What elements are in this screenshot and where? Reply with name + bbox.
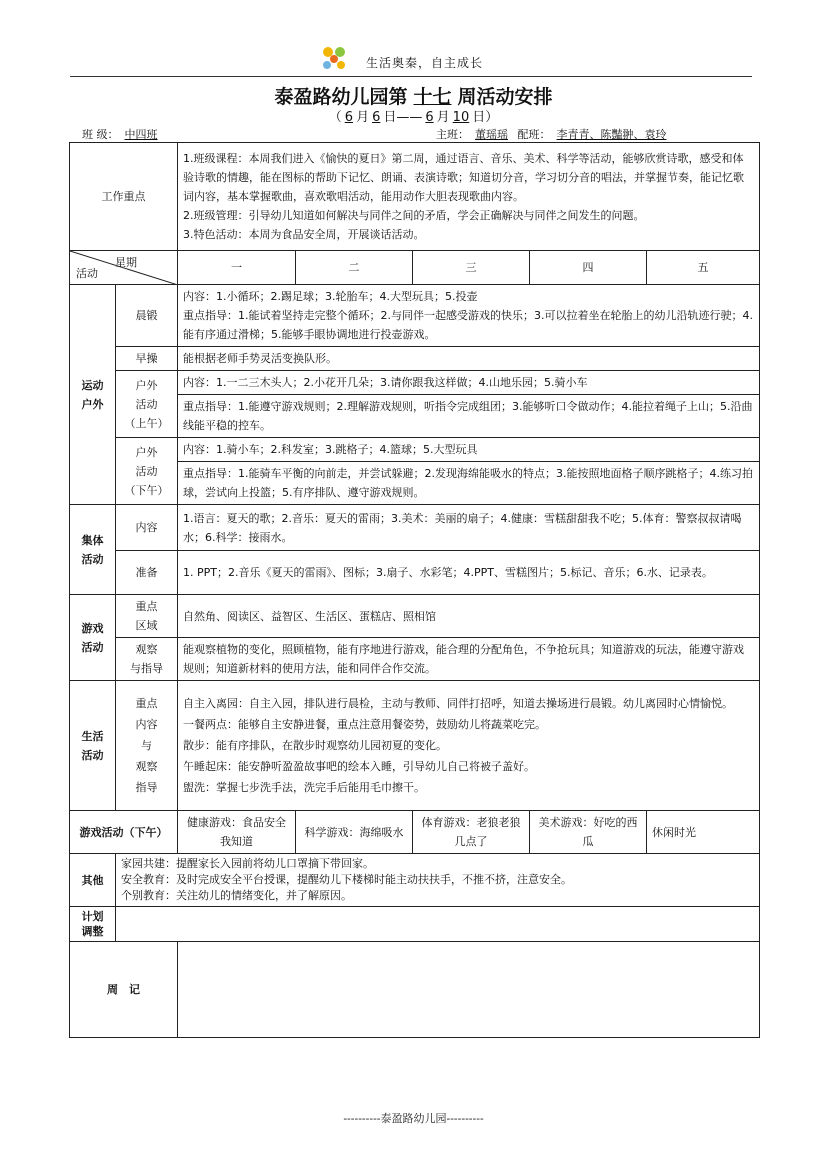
game-area-label: 重点 区域 — [116, 595, 178, 638]
am-outdoor-label: 户外 活动 （上午） — [116, 371, 178, 438]
morning-drill-content: 能根据老师手势灵活变换队形。 — [178, 347, 760, 371]
life-row — [70, 681, 760, 811]
life-content — [178, 681, 760, 811]
plan-adjust-label: 计划 调整 — [70, 907, 116, 942]
plan-adjust-row — [70, 907, 760, 942]
game-observe: 能观察植物的变化，照顾植物，能有序地进行游戏，能合理的分配角色，不争抢玩具；知道游戏的玩法，能遵守游戏规则；知道新材料的使用方法，能和同伴合作交流。 — [178, 638, 760, 681]
focus-content — [178, 143, 760, 251]
focus-line-management: 2.班级管理：引导幼儿知道如何解决与同伴之间的矛盾，学会正确解决与同伴之间发生的问题。 — [183, 209, 645, 222]
pm-game-leisure: 休闲时光 — [647, 811, 760, 854]
other-item-home: 家园共建：提醒家长入园前将幼儿口罩摘下带回家。 — [121, 857, 374, 870]
am-outdoor-content: 内容：1.一二三木头人；2.小花开几朵；3.请你跟我这样做；4.山地乐园；5.骑小车 — [178, 371, 760, 395]
day-tue: 二 — [296, 251, 413, 285]
staff-info: 主班： 董瑶瑶 配班： 李青青、陈豔翀、袁玲 — [436, 126, 673, 142]
life-item-arrival: 自主入离园：自主入园，排队进行晨检，主动与教师、同伴打招呼，知道去操场进行晨锻。幼儿离园时心情愉悦。 — [183, 697, 733, 710]
activity-label: 活动 — [76, 267, 98, 280]
plan-adjust-content — [116, 907, 760, 942]
game-activity-label: 游戏 活动 — [70, 595, 116, 681]
morning-drill-row — [70, 347, 760, 371]
game-areas: 自然角、阅读区、益智区、生活区、蛋糕店、照相馆 — [178, 595, 760, 638]
group-content: 1.语言：夏天的歌；2.音乐：夏天的雷雨；3.美术：美丽的扇子；4.健康：雪糕甜甜我不吃；5.体育：警察叔叔请喝水；6.科学：接雨水。 — [178, 505, 760, 551]
header-rule — [70, 76, 752, 77]
game-observe-label: 观察 与指导 — [116, 638, 178, 681]
pm-game-pe: 体育游戏：老狼老狼几点了 — [413, 811, 530, 854]
pm-game-art: 美术游戏：好吃的西瓜 — [530, 811, 647, 854]
focus-row — [70, 143, 760, 251]
group-activity-label: 集体 活动 — [70, 505, 116, 595]
other-item-individual: 个别教育：关注幼儿的情绪变化，并了解原因。 — [121, 889, 352, 902]
life-item-wash: 盥洗：掌握七步洗手法，洗完手后能用毛巾擦干。 — [183, 781, 425, 794]
pm-game-health: 健康游戏：食品安全我知道 — [178, 811, 296, 854]
other-row — [70, 854, 760, 907]
morning-exercise-label: 晨锻 — [116, 285, 178, 347]
weekday-header-row — [70, 251, 760, 285]
morning-drill-label: 早操 — [116, 347, 178, 371]
weekday-diagonal-cell — [70, 251, 178, 285]
life-activity-label: 生活 活动 — [70, 681, 116, 811]
class-info: 班 级： 中四班 — [82, 126, 164, 142]
life-item-nap: 午睡起床：能安静听盈盈故事吧的绘本入睡，引导幼儿自己将被子盖好。 — [183, 760, 535, 773]
group-content-label: 内容 — [116, 505, 178, 551]
life-focus-label: 重点 内容 与 观察 指导 — [116, 681, 178, 811]
pm-outdoor-content: 内容：1.骑小车；2.科发室；3.跳格子；4.篮球；5.大型玩具 — [178, 438, 760, 462]
morning-exercise-row — [70, 285, 760, 347]
focus-line-feature: 3.特色活动：本周为食品安全周，开展谈话活动。 — [183, 228, 425, 241]
game-area-row — [70, 595, 760, 638]
day-thu: 四 — [530, 251, 647, 285]
weekly-notes-content — [178, 942, 760, 1038]
weekly-plan-table — [69, 142, 760, 1038]
focus-label: 工作重点 — [70, 143, 178, 251]
day-mon: 一 — [178, 251, 296, 285]
other-item-safety: 安全教育：及时完成安全平台授课，提醒幼儿下楼梯时能主动扶扶手，不推不挤，注意安全。 — [121, 873, 572, 886]
pm-games-row — [70, 811, 760, 854]
group-content-row — [70, 505, 760, 551]
day-fri: 五 — [647, 251, 760, 285]
pm-outdoor-guidance: 重点指导：1.能骑车平衡的向前走，并尝试躲避；2.发现海绵能吸水的特点；3.能按照地面格子顺序跳格子；4.练习拍球，尝试向上投篮；5.有序排队、遵守游戏规则。 — [178, 462, 760, 505]
week-number: 十七 — [413, 86, 452, 108]
date-range: （ 6 月 6 日—— 6 月 10 日） — [328, 110, 499, 125]
day-wed: 三 — [413, 251, 530, 285]
class-name: 中四班 — [124, 128, 158, 141]
group-prep-label: 准备 — [116, 551, 178, 595]
assistant-teachers: 李青青、陈豔翀、袁玲 — [556, 128, 667, 141]
life-item-walk: 散步：能有序排队，在散步时观察幼儿园初夏的变化。 — [183, 739, 447, 752]
page-title: 泰盈路幼儿园第 十七 周活动安排 — [274, 86, 553, 108]
pm-outdoor-content-row — [70, 438, 760, 462]
game-observe-row — [70, 638, 760, 681]
life-item-meals: 一餐两点：能够自主安静进餐，重点注意用餐姿势，鼓励幼儿将蔬菜吃完。 — [183, 718, 546, 731]
pm-outdoor-label: 户外 活动 （下午） — [116, 438, 178, 505]
other-label: 其他 — [70, 854, 116, 907]
group-prep: 1. PPT；2.音乐《夏天的雷雨》、图标；3.扇子、水彩笔；4.PPT、雪糕图片；5.标记、音乐；6.水、记录表。 — [178, 551, 760, 595]
weekly-notes-label: 周 记 — [70, 942, 178, 1038]
weekday-label: 星期 — [115, 256, 137, 269]
pm-games-label: 游戏活动（下午） — [70, 811, 178, 854]
focus-line-course: 1.班级课程：本周我们进入《愉快的夏日》第二周，通过语言、音乐、美术、科学等活动，能够欣赏诗歌，感受和体验诗歌的情趣，能在图标的帮助下记忆、朗诵、表演诗歌；知道切分音，学习切分音的唱法，并掌握节奏，能记忆歌词内容，基本掌握歌曲，喜欢歌唱活动，能用动作大胆表现歌曲内容。 — [183, 152, 744, 203]
pm-game-science: 科学游戏：海绵吸水 — [296, 811, 413, 854]
kindergarten-logo-icon — [318, 44, 350, 72]
head-teacher: 董瑶瑶 — [475, 128, 508, 141]
slogan: 生活奥秦，自主成长 — [366, 56, 484, 70]
other-content — [116, 854, 760, 907]
outdoor-label: 运动 户外 — [70, 285, 116, 505]
page-footer: ----------泰盈路幼儿园---------- — [343, 1112, 484, 1125]
am-outdoor-content-row — [70, 371, 760, 395]
am-outdoor-guidance: 重点指导：1.能遵守游戏规则；2.理解游戏规则，听指令完成组团；3.能够听口令做动作；4.能拉着绳子上山；5.沿曲线能平稳的控车。 — [178, 395, 760, 438]
morning-exercise-content: 内容：1.小循环；2.踢足球；3.轮胎车；4.大型玩具；5.投壶 重点指导：1.能试着坚持走完整个循环；2.与同伴一起感受游戏的快乐；3.可以拉着坐在轮胎上的幼儿沿轨迹行驶；4.能有序通过滑梯；5.能够手眼协调地进行投壶游戏。 — [178, 285, 760, 347]
group-prep-row — [70, 551, 760, 595]
weekly-notes-row — [70, 942, 760, 1038]
